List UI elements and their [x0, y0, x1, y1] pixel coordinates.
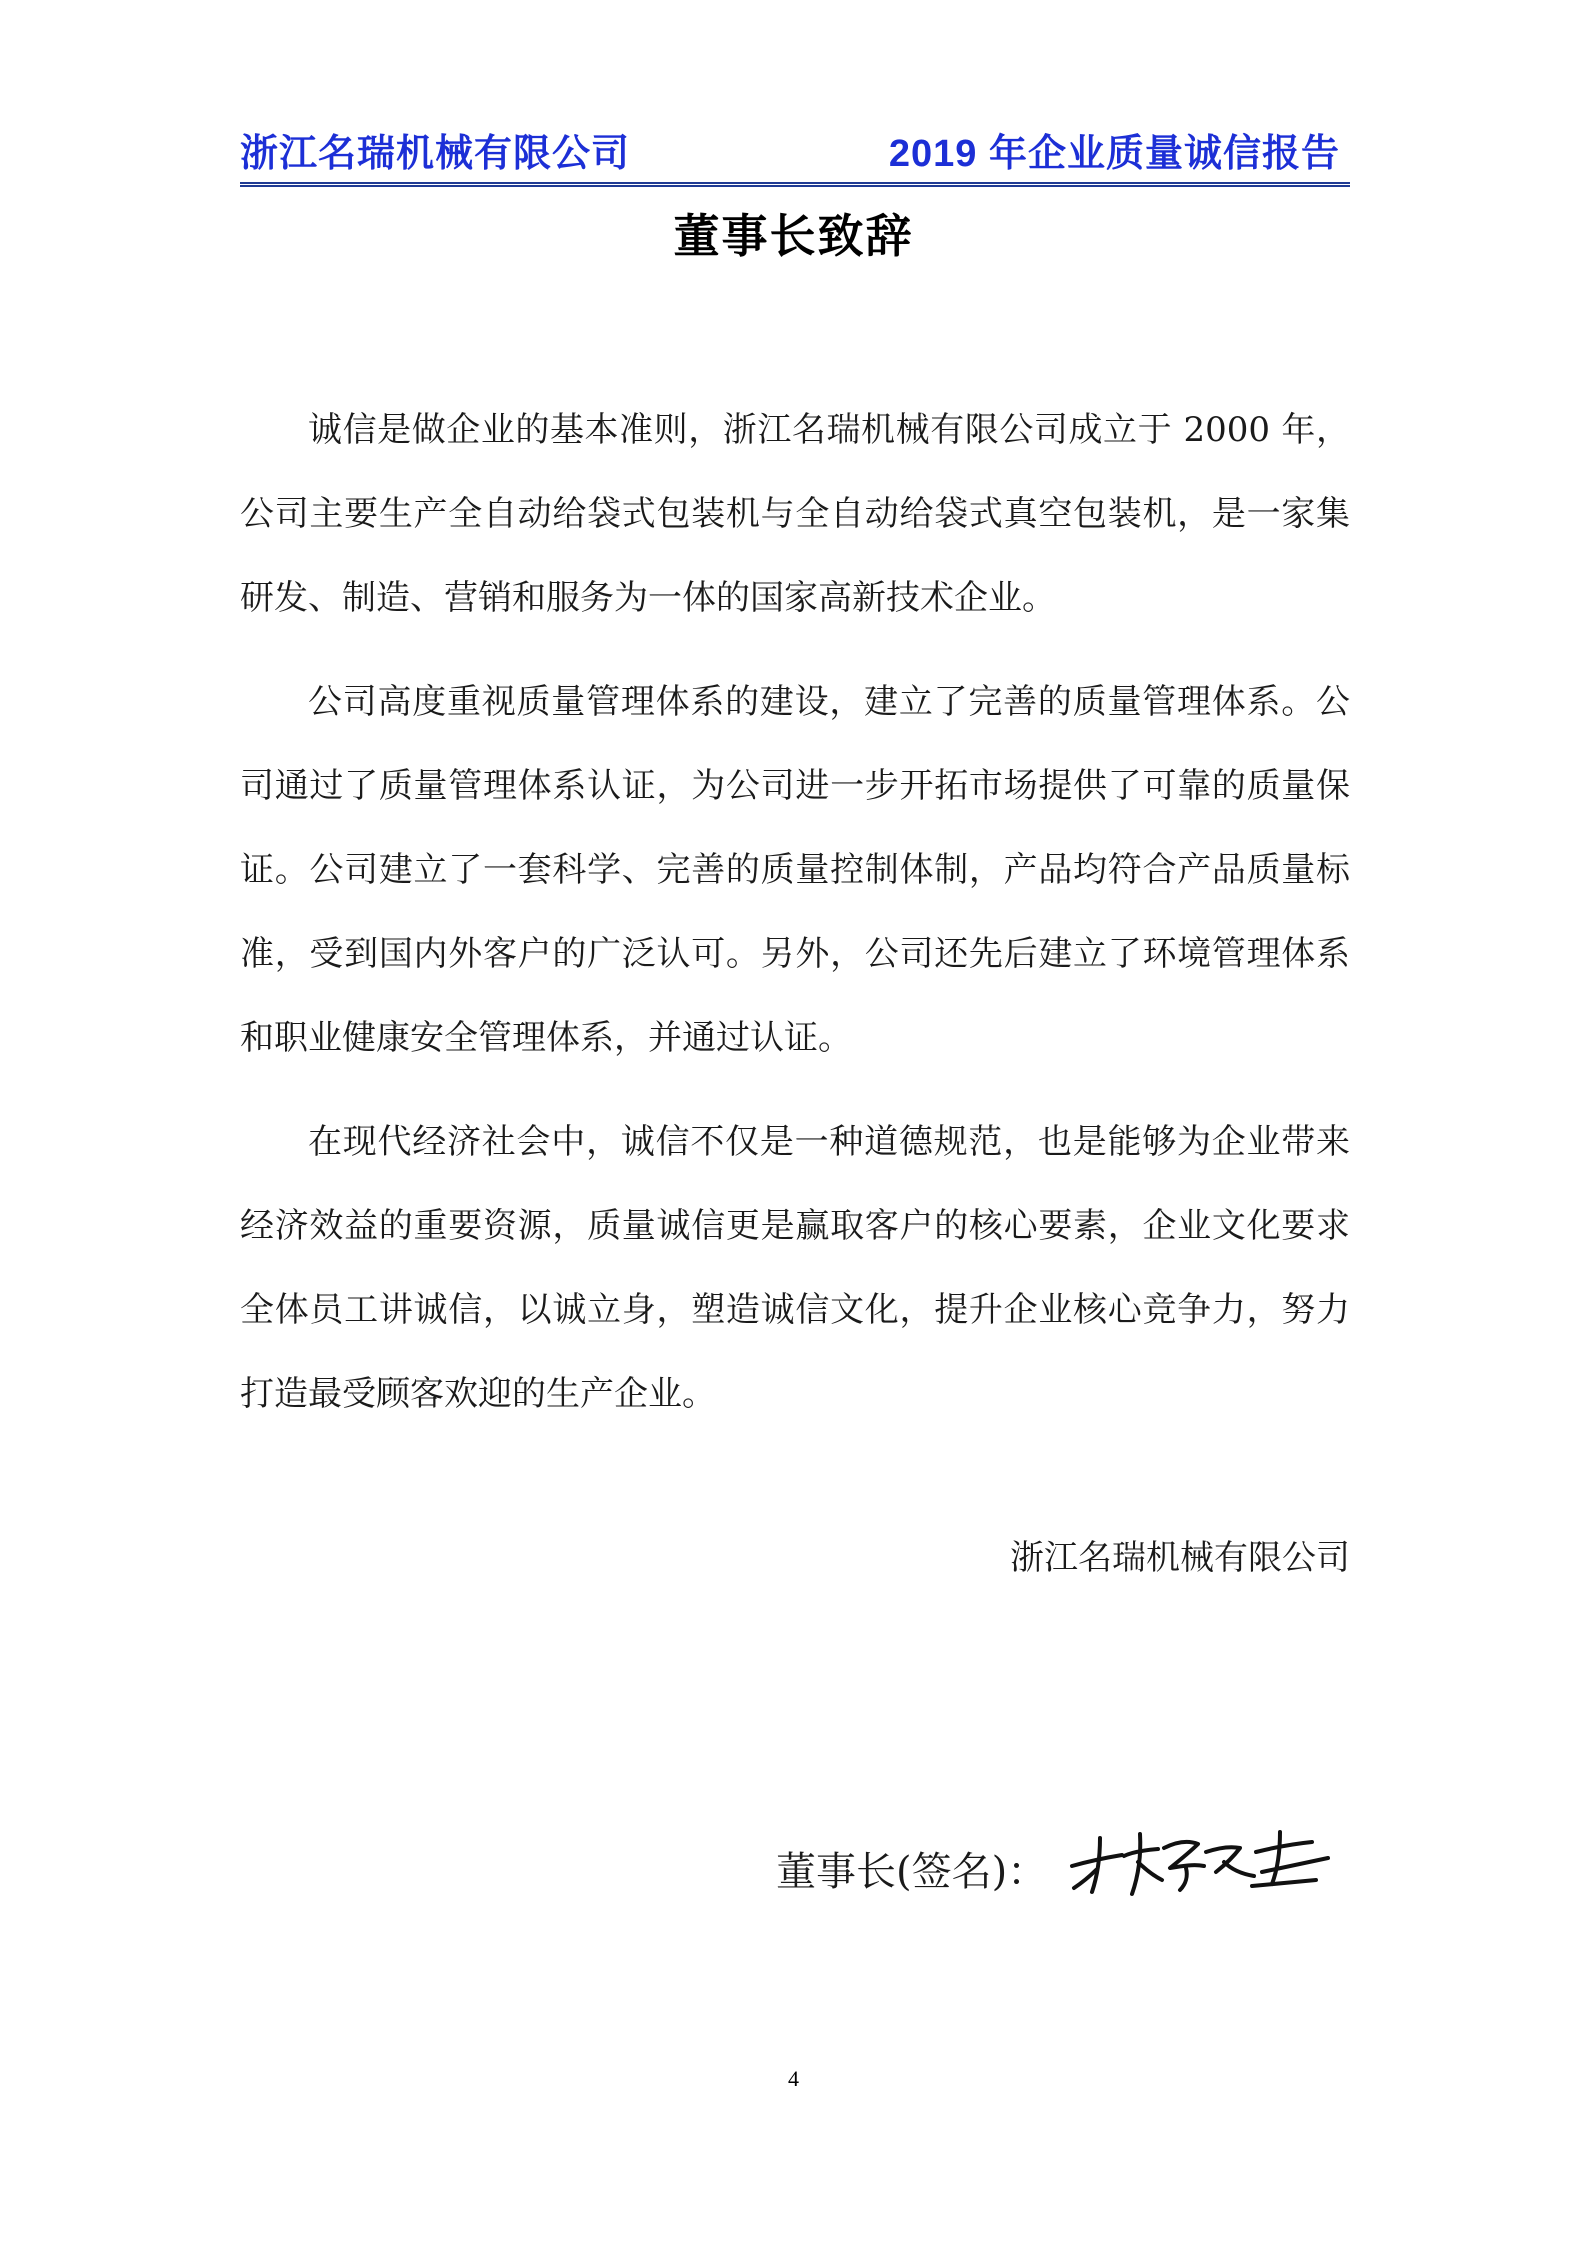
body-paragraph-1: 诚信是做企业的基本准则，浙江名瑞机械有限公司成立于 2000 年，公司主要生产全自动给袋式包装机与全自动给袋式真空包装机，是一家集研发、制造、营销和服务为一体的国家高新技术企业。 [240, 410, 1350, 618]
chairman-signature-label: 董事长(签名)： [776, 1849, 1048, 1895]
header-company-name: 浙江名瑞机械有限公司 [240, 133, 631, 175]
closing-company-name: 浙江名瑞机械有限公司 [1010, 1538, 1350, 1578]
letter-body [240, 388, 1350, 1456]
body-paragraph-2: 公司高度重视质量管理体系的建设，建立了完善的质量管理体系。公司通过了质量管理体系认证，为公司进一步开拓市场提供了可靠的质量保证。公司建立了一套科学、完善的质量控制体制，产品均符合产品质量标准，受到国内外客户的广泛认可。另外，公司还先后建立了环境管理体系和职业健康安全管理体系，并通过认证。 [240, 682, 1350, 1058]
page-title: 董事长致辞 [673, 209, 914, 263]
header-report-title: 2019 年企业质量诚信报告 [888, 133, 1340, 175]
page-header [240, 118, 1350, 187]
page-number: 4 [788, 2066, 799, 2091]
body-paragraph-3: 在现代经济社会中，诚信不仅是一种道德规范，也是能够为企业带来经济效益的重要资源，质量诚信更是赢取客户的核心要素，企业文化要求全体员工讲诚信，以诚立身，塑造诚信文化，提升企业核心竞争力，努力打造最受顾客欢迎的生产企业。 [240, 1122, 1350, 1414]
handwritten-signature [1066, 1822, 1336, 1902]
